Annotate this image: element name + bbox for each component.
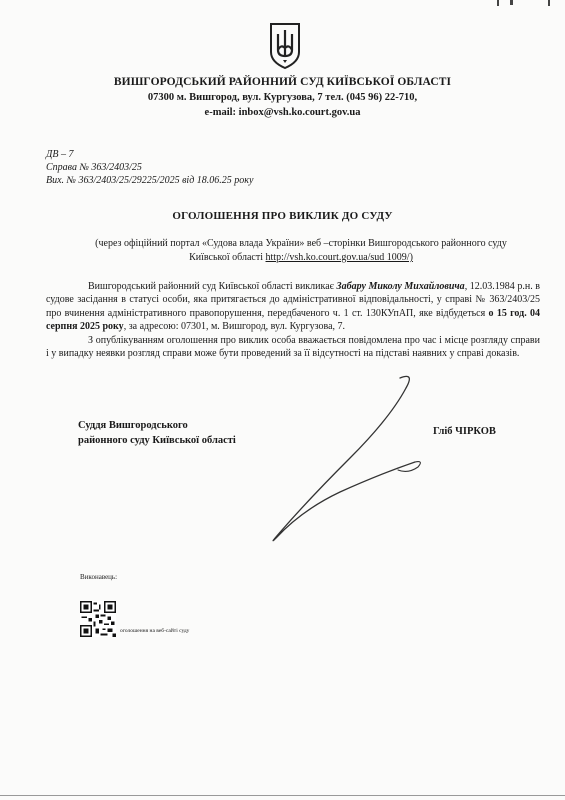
p1-mid: , 12.03.1984 р.н. в судове засідання в статусі особи, яка притягається до адміністративної відповідальності, у справі № 363/2403/25 про вчинення адміністративного правопорушення, передбаченого ч. 1 ст. 130КУпАП, яке відбудеться [46,281,540,319]
scan-artifact [548,0,550,6]
judge-name: Гліб ЧІРКОВ [433,426,496,437]
notice-paragraph-1 [46,280,540,334]
court-name: ВИШГОРОДСЬКИЙ РАЙОННИЙ СУД КИЇВСЬКОЇ ОБЛАСТІ [113,76,452,88]
qr-code-icon[interactable] [80,601,116,637]
scan-artifact [510,0,513,5]
outgoing-number: Вих. № 363/2403/25/29225/2025 від 18.06.25 року [46,175,254,186]
court-email: e-mail: inbox@vsh.ko.court.gov.ua [204,107,361,118]
judge-position-line-2: районного суду Київської області [78,435,236,446]
judge-position [78,418,236,448]
summoned-person-name: Забару Миколу Михайловича [336,281,465,292]
notice-body [46,280,540,360]
p1-end: , за адресою: 07301, м. Вишгород, вул. Кургузова, 7. [123,321,346,333]
document-references [46,148,253,187]
court-address: 07300 м. Вишгород, вул. Кургузова, 7 тел. (045 96) 22-710, [147,92,418,103]
portal-note-text: (через офіційний портал «Судова влада України» веб –сторінки Вишгородського районного суду Київської області [95,238,507,263]
judge-position-line-1: Суддя Вишгородського [78,420,188,431]
document-title: ОГОЛОШЕННЯ ПРО ВИКЛИК ДО СУДУ [172,210,393,222]
executor-label: Виконавець: [80,573,118,581]
p1-start: Вишгородський районний суд Київської області викликає [88,281,337,292]
court-website-link[interactable]: http://vsh.ko.court.gov.ua/sud 1009/) [265,252,413,263]
qr-caption: оголошення на веб-сайті суду [120,628,190,634]
scan-artifact [497,0,499,6]
case-number: Справа № 363/2403/25 [46,162,142,173]
portal-note [86,237,516,265]
handwritten-signature [210,370,510,570]
coat-of-arms-icon [268,22,302,70]
scan-artifact [0,795,565,796]
notice-paragraph-2: З опублікуванням оголошення про виклик особа вважається повідомлена про час і місце розгляду справи і у випадку неявки розгляд справи може бути проведений за її відсутності на підставі наявних у справі доказів. [46,334,540,360]
form-code: ДВ – 7 [46,149,74,160]
hearing-datetime: о 15 год. 04 серпня 2025 року [46,307,540,333]
